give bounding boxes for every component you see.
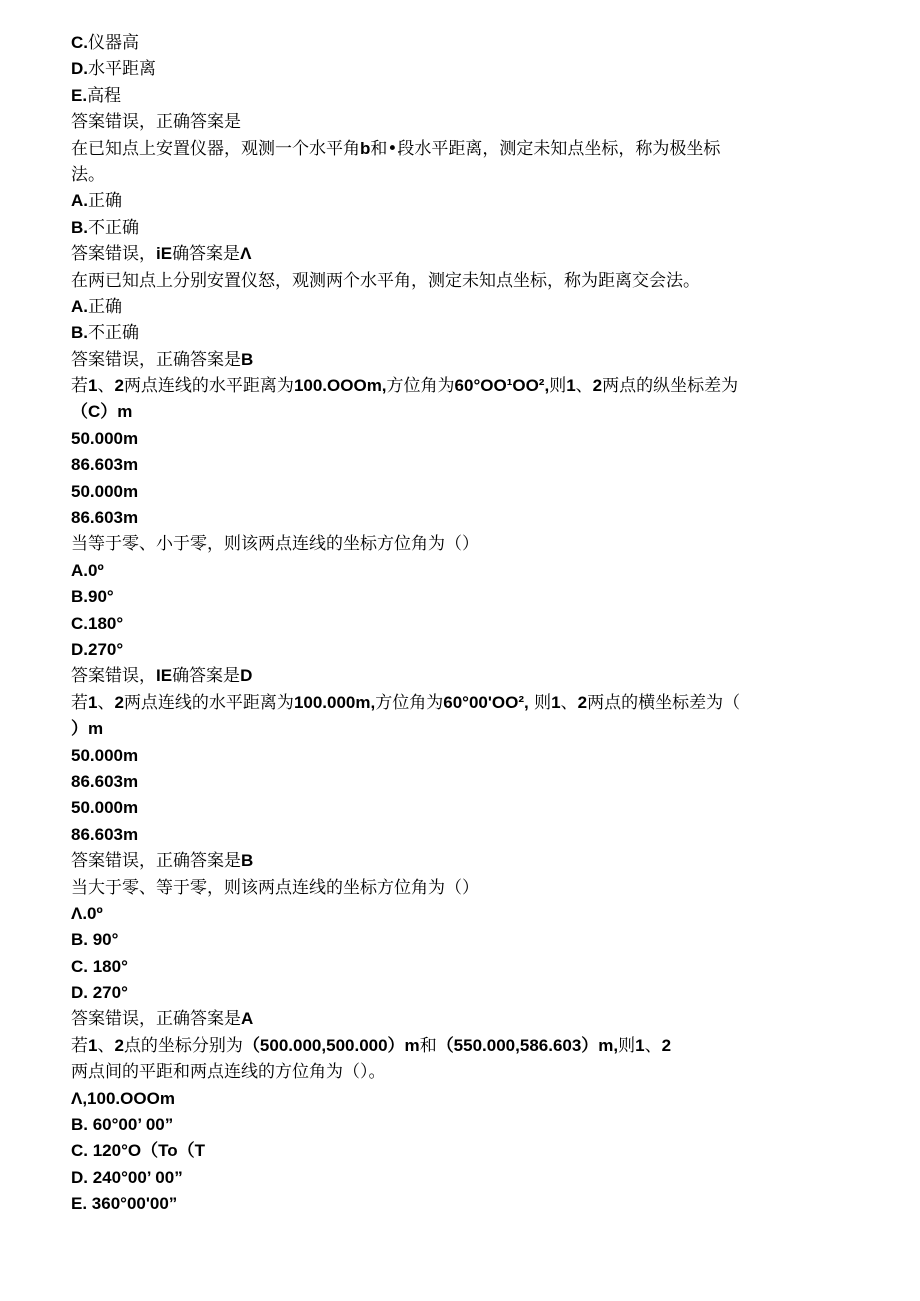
text-line	[71, 980, 851, 1006]
text-segment: 86.603m	[71, 508, 139, 528]
text-segment: B	[241, 349, 254, 369]
text-segment: 1	[551, 692, 561, 712]
text-segment: 1	[635, 1035, 645, 1055]
text-segment: D. 270°	[71, 983, 128, 1003]
text-line	[71, 901, 851, 927]
text-segment: 当大于零、等于零，则该两点连线的坐标方位角为（）	[71, 877, 479, 898]
text-segment: E.	[71, 85, 88, 105]
text-segment: 仪器高	[88, 33, 139, 53]
text-segment: B. 90°	[71, 930, 119, 950]
text-line	[71, 1138, 851, 1164]
text-segment: D.270°	[71, 639, 124, 659]
text-line	[71, 426, 851, 452]
text-line	[71, 927, 851, 953]
text-segment: 方位角为	[375, 692, 444, 713]
text-segment: 正确	[88, 191, 122, 212]
text-segment: Λ	[240, 244, 252, 264]
text-line	[71, 373, 851, 399]
text-line	[71, 1191, 851, 1217]
text-segment: 、	[97, 1035, 115, 1056]
text-line	[71, 822, 851, 848]
text-segment: 则	[618, 1035, 636, 1056]
text-segment: C. 120°O（To（T	[71, 1141, 205, 1161]
text-segment: D. 240°00’ 00”	[71, 1167, 183, 1187]
text-line	[71, 294, 851, 320]
text-segment: 1	[88, 376, 98, 396]
text-line	[71, 663, 851, 689]
text-line	[71, 1165, 851, 1191]
text-segment: 和•段水平距离，测定未知点坐标，称为极坐标	[370, 138, 721, 159]
text-segment: ）	[71, 719, 88, 739]
text-segment: 确答案是	[172, 666, 241, 687]
text-line	[71, 347, 851, 373]
text-segment: （C）m	[71, 402, 133, 422]
text-line	[71, 215, 851, 241]
text-segment: b	[360, 138, 371, 158]
text-segment: 、	[644, 1035, 662, 1056]
text-line	[71, 1112, 851, 1138]
text-segment: 86.603m	[71, 771, 139, 791]
text-line	[71, 1006, 851, 1032]
text-line	[71, 690, 851, 716]
text-line	[71, 162, 851, 188]
text-segment: IE	[156, 666, 173, 686]
text-segment: 1	[88, 1035, 98, 1055]
text-segment: 86.603m	[71, 455, 139, 475]
text-segment: 不正确	[88, 323, 139, 344]
text-line	[71, 1059, 851, 1085]
text-segment: 2	[577, 692, 588, 712]
text-line	[71, 30, 851, 56]
text-segment: D.	[71, 59, 88, 79]
text-segment: E. 360°00'00”	[71, 1194, 178, 1214]
text-segment: 确答案是	[172, 244, 241, 265]
text-segment: 不正确	[88, 217, 139, 238]
text-segment: 50.000m	[71, 798, 139, 818]
text-line	[71, 558, 851, 584]
text-segment: 在两已知点上分别安置仪怒，观测两个水平角，测定未知点坐标，称为距离交会法。	[71, 270, 700, 291]
text-line	[71, 1086, 851, 1112]
text-segment: A.	[71, 191, 88, 211]
text-line	[71, 479, 851, 505]
text-segment: 2	[114, 692, 124, 712]
text-segment: 和	[419, 1035, 437, 1056]
text-segment: 高程	[87, 85, 122, 106]
document-body	[71, 30, 851, 1218]
text-segment: 50.000m	[71, 481, 139, 501]
text-line	[71, 954, 851, 980]
text-segment: Λ,100.OOOm	[71, 1088, 175, 1108]
text-segment: 则	[549, 376, 567, 397]
text-segment: B.	[71, 323, 88, 343]
text-segment: 则	[528, 692, 552, 713]
text-segment: 1	[566, 376, 576, 396]
text-segment: 、	[575, 376, 593, 397]
text-line	[71, 56, 851, 82]
text-segment: 2	[114, 376, 124, 396]
text-line	[71, 136, 851, 162]
text-segment: 2	[592, 376, 603, 396]
text-line	[71, 83, 851, 109]
text-segment: 、	[560, 692, 578, 713]
text-segment: C.180°	[71, 613, 124, 633]
text-segment: 在已知点上安置仪器，观测一个水平角	[71, 138, 360, 159]
text-segment: 50.000m	[71, 428, 139, 448]
text-segment: 水平距离	[88, 59, 156, 80]
text-line	[71, 875, 851, 901]
text-line	[71, 795, 851, 821]
text-segment: 答案错误，正确答案是	[71, 851, 241, 872]
text-segment: 当等于零、小于零，则该两点连线的坐标方位角为（）	[71, 534, 479, 555]
text-segment: 正确	[88, 296, 122, 317]
text-segment: B.90°	[71, 587, 114, 607]
text-segment: 两点的横坐标差为（	[587, 692, 741, 713]
text-segment: 两点连线的水平距离为	[123, 376, 294, 397]
text-segment: 100.OOOm,	[293, 376, 387, 396]
text-segment: 若	[71, 376, 88, 397]
text-segment: m	[88, 719, 104, 739]
text-line	[71, 505, 851, 531]
text-segment: B	[241, 851, 254, 871]
text-line	[71, 531, 851, 557]
text-segment: 60°00'OO²,	[443, 692, 529, 712]
text-line	[71, 743, 851, 769]
text-line	[71, 268, 851, 294]
text-line	[71, 611, 851, 637]
text-segment: iE	[156, 244, 173, 264]
text-segment: Λ.0º	[71, 903, 103, 923]
text-line	[71, 848, 851, 874]
text-segment: 法。	[71, 164, 105, 185]
text-segment: 两点连线的水平距离为	[123, 692, 294, 713]
text-line	[71, 188, 851, 214]
text-segment: 1	[88, 692, 98, 712]
text-segment: A.0º	[71, 560, 104, 580]
text-line	[71, 769, 851, 795]
text-segment: C. 180°	[71, 956, 128, 976]
text-segment: 若	[71, 692, 88, 713]
text-segment: B. 60°00’ 00”	[71, 1115, 174, 1135]
text-segment: （550.000,586.603）m,	[436, 1035, 619, 1055]
text-segment: C.	[71, 33, 88, 52]
text-segment: 60°OO¹OO²,	[454, 376, 550, 396]
text-segment: 、	[97, 376, 115, 397]
text-line	[71, 399, 851, 425]
text-segment: 、	[97, 692, 115, 713]
text-line	[71, 716, 851, 742]
text-segment: （500.000,500.000）m	[242, 1035, 420, 1055]
text-segment: A.	[71, 296, 88, 316]
text-line	[71, 320, 851, 346]
text-segment: D	[240, 666, 253, 686]
text-segment: 若	[71, 1035, 88, 1056]
text-segment: 2	[114, 1035, 124, 1055]
text-line	[71, 637, 851, 663]
text-segment: 点的坐标分别为	[123, 1035, 243, 1056]
text-line	[71, 241, 851, 267]
text-segment: 2	[661, 1035, 672, 1055]
text-segment: 答案错误，	[71, 244, 156, 265]
text-line	[71, 584, 851, 610]
text-segment: 50.000m	[71, 745, 139, 765]
text-line	[71, 1033, 851, 1059]
text-line	[71, 452, 851, 478]
text-line	[71, 109, 851, 135]
text-segment: 答案错误，正确答案是	[71, 112, 241, 133]
text-segment: 答案错误，正确答案是	[71, 349, 241, 370]
text-segment: 100.000m,	[293, 692, 376, 712]
text-segment: 方位角为	[386, 376, 455, 397]
text-segment: A	[241, 1009, 254, 1029]
text-segment: 两点的纵坐标差为	[602, 376, 739, 397]
text-segment: B.	[71, 217, 88, 237]
text-segment: 86.603m	[71, 824, 139, 844]
text-segment: 两点间的平距和两点连线的方位角为（）。	[71, 1062, 386, 1083]
text-segment: 答案错误，正确答案是	[71, 1009, 241, 1030]
text-segment: 答案错误，	[71, 666, 156, 687]
